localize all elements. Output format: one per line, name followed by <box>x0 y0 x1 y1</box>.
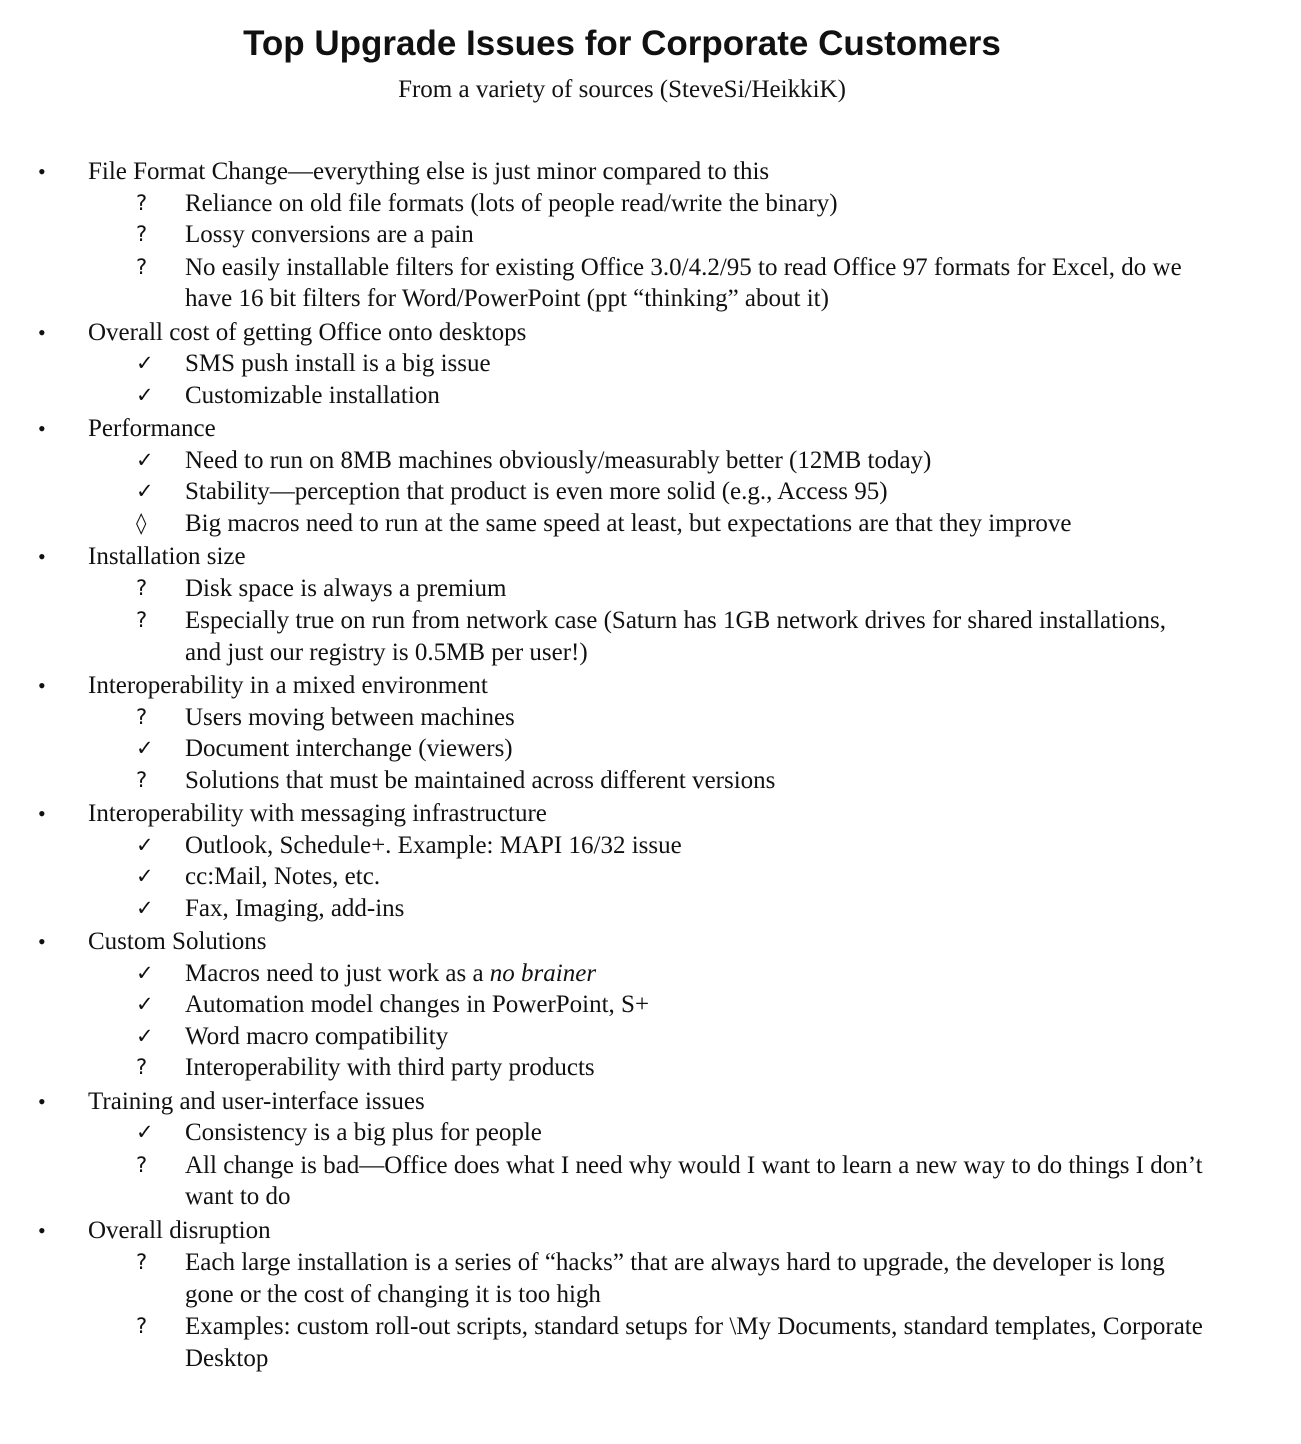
question-mark-icon: ? <box>136 608 148 632</box>
checkmark-icon: ✓ <box>136 1120 154 1144</box>
list-item <box>88 573 1205 605</box>
bullet-icon: • <box>38 416 46 441</box>
list-item-text: Reliance on old file formats (lots of people read/write the binary) <box>185 189 838 217</box>
list-item <box>88 733 1205 765</box>
list-item <box>88 765 1205 797</box>
subitem-list <box>88 1247 1301 1374</box>
topic-mixed-environment <box>0 670 1301 796</box>
list-item <box>88 1311 1205 1374</box>
checkmark-icon: ✓ <box>136 992 154 1016</box>
topic-label: Interoperability with messaging infrastructure <box>88 800 547 827</box>
topic-disruption <box>0 1215 1301 1375</box>
diamond-icon: ◊ <box>136 510 147 535</box>
issues-list <box>0 156 1301 1376</box>
list-item <box>88 958 1205 990</box>
question-mark-icon: ? <box>136 1250 148 1274</box>
subitem-list <box>88 830 1301 925</box>
list-item-text: All change is bad—Office does what I need why would I want to learn a new way to do things I don’t want to do <box>185 1151 1203 1210</box>
topic-training <box>0 1086 1301 1213</box>
list-item <box>88 1117 1205 1149</box>
topic-label: Interoperability in a mixed environment <box>88 672 488 699</box>
document-title: Top Upgrade Issues for Corporate Customers <box>243 24 1001 63</box>
list-item-text: Fax, Imaging, add-ins <box>185 894 405 922</box>
topic-label: Installation size <box>88 543 246 570</box>
topic-label: Training and user-interface issues <box>88 1087 425 1115</box>
checkmark-icon: ✓ <box>136 1023 154 1048</box>
list-item <box>88 445 1205 477</box>
topic-overall-cost <box>0 317 1301 412</box>
bullet-icon: • <box>38 1217 46 1243</box>
list-item-text: Especially true on run from network case (Saturn has 1GB network drives for shared installations, and just our registry is 0.5MB per user!) <box>185 607 1166 666</box>
topic-messaging <box>0 798 1301 924</box>
list-item <box>88 380 1205 412</box>
list-item <box>88 508 1205 540</box>
topic-label: File Format Change—everything else is just minor compared to this <box>88 158 770 185</box>
subitem-list <box>88 445 1301 540</box>
topic-installation-size <box>0 541 1301 668</box>
list-item <box>88 348 1205 380</box>
bullet-icon: • <box>38 801 46 826</box>
bullet-icon: • <box>38 159 46 184</box>
list-item-text: Macros need to just work as a <box>185 959 490 987</box>
checkmark-icon: ✓ <box>136 832 154 857</box>
list-item <box>88 188 1205 220</box>
list-item <box>88 219 1205 251</box>
document-subtitle: From a variety of sources (SteveSi/HeikkiK) <box>398 76 846 103</box>
list-item-text: Big macros need to run at the same speed at least, but expectations are that they improve <box>185 509 1072 537</box>
list-item <box>88 893 1205 925</box>
subitem-list <box>88 958 1301 1084</box>
checkmark-icon: ✓ <box>136 895 154 920</box>
topic-label: Performance <box>88 415 216 442</box>
list-item <box>88 252 1205 315</box>
checkmark-icon: ✓ <box>136 736 154 760</box>
list-item <box>88 989 1205 1021</box>
bullet-icon: • <box>38 929 46 954</box>
subitem-list <box>88 1117 1301 1213</box>
checkmark-icon: ✓ <box>136 960 154 985</box>
list-item-text: cc:Mail, Notes, etc. <box>185 863 381 890</box>
list-item-text: Solutions that must be maintained across different versions <box>185 766 776 794</box>
bullet-icon: • <box>38 319 46 345</box>
topic-file-format <box>0 156 1301 315</box>
checkmark-icon: ✓ <box>136 864 154 888</box>
list-item-text: Examples: custom roll-out scripts, standard setups for \My Documents, standard templates, Corporate Desktop <box>185 1313 1203 1372</box>
list-item-text: Each large installation is a series of “hacks” that are always hard to upgrade, the developer is long gone or the cost of changing it is too high <box>185 1249 1165 1308</box>
topic-label: Overall cost of getting Office onto desktops <box>88 318 527 346</box>
topic-performance <box>0 413 1301 539</box>
question-mark-icon: ? <box>136 575 148 600</box>
list-item-text: Document interchange (viewers) <box>185 735 513 762</box>
list-item <box>88 830 1205 862</box>
list-item-text: Need to run on 8MB machines obviously/measurably better (12MB today) <box>185 446 932 474</box>
question-mark-icon: ? <box>136 767 148 792</box>
list-item <box>88 702 1205 734</box>
list-item <box>88 605 1205 668</box>
bullet-icon: • <box>38 1088 46 1114</box>
bullet-icon: • <box>38 544 46 569</box>
subitem-list <box>88 702 1301 797</box>
topic-label: Custom Solutions <box>88 928 267 955</box>
bullet-icon: • <box>38 673 46 698</box>
list-item-text: Stability—perception that product is even more solid (e.g., Access 95) <box>185 478 888 505</box>
list-item-text: Disk space is always a premium <box>185 574 507 602</box>
list-item-text: Outlook, Schedule+. Example: MAPI 16/32 issue <box>185 831 682 859</box>
question-mark-icon: ? <box>136 254 148 279</box>
list-item <box>88 1052 1205 1084</box>
list-item-text: Consistency is a big plus for people <box>185 1119 542 1146</box>
topic-custom-solutions <box>0 926 1301 1084</box>
checkmark-icon: ✓ <box>136 382 154 407</box>
list-item-text: Word macro compatibility <box>185 1022 449 1050</box>
checkmark-icon: ✓ <box>136 351 154 375</box>
question-mark-icon: ? <box>136 1152 148 1177</box>
question-mark-icon: ? <box>136 190 148 215</box>
subitem-list <box>88 348 1301 411</box>
list-item-text: Lossy conversions are a pain <box>185 221 474 248</box>
list-item-text: Users moving between machines <box>185 703 515 731</box>
subitem-list <box>88 188 1301 315</box>
subitem-list <box>88 573 1301 669</box>
checkmark-icon: ✓ <box>136 447 154 472</box>
list-item <box>88 861 1205 893</box>
list-item-text: SMS push install is a big issue <box>185 350 491 377</box>
topic-label: Overall disruption <box>88 1216 271 1244</box>
question-mark-icon: ? <box>136 222 148 246</box>
list-item-text: No easily installable filters for existing Office 3.0/4.2/95 to read Office 97 formats for Excel, do we have 16 bit filters for Word/PowerPoint (ppt “thinking” about it) <box>185 253 1182 312</box>
list-item <box>88 1021 1205 1053</box>
list-item-text: Automation model changes in PowerPoint, S+ <box>185 991 650 1018</box>
question-mark-icon: ? <box>136 1055 148 1079</box>
checkmark-icon: ✓ <box>136 479 154 503</box>
list-item <box>88 1150 1205 1213</box>
list-item <box>88 476 1205 508</box>
list-item-text: Interoperability with third party products <box>185 1054 595 1081</box>
list-item-text: Customizable installation <box>185 381 440 409</box>
question-mark-icon: ? <box>136 704 148 729</box>
list-item <box>88 1247 1205 1310</box>
emphasis-text: no brainer <box>489 959 597 987</box>
question-mark-icon: ? <box>136 1314 148 1338</box>
